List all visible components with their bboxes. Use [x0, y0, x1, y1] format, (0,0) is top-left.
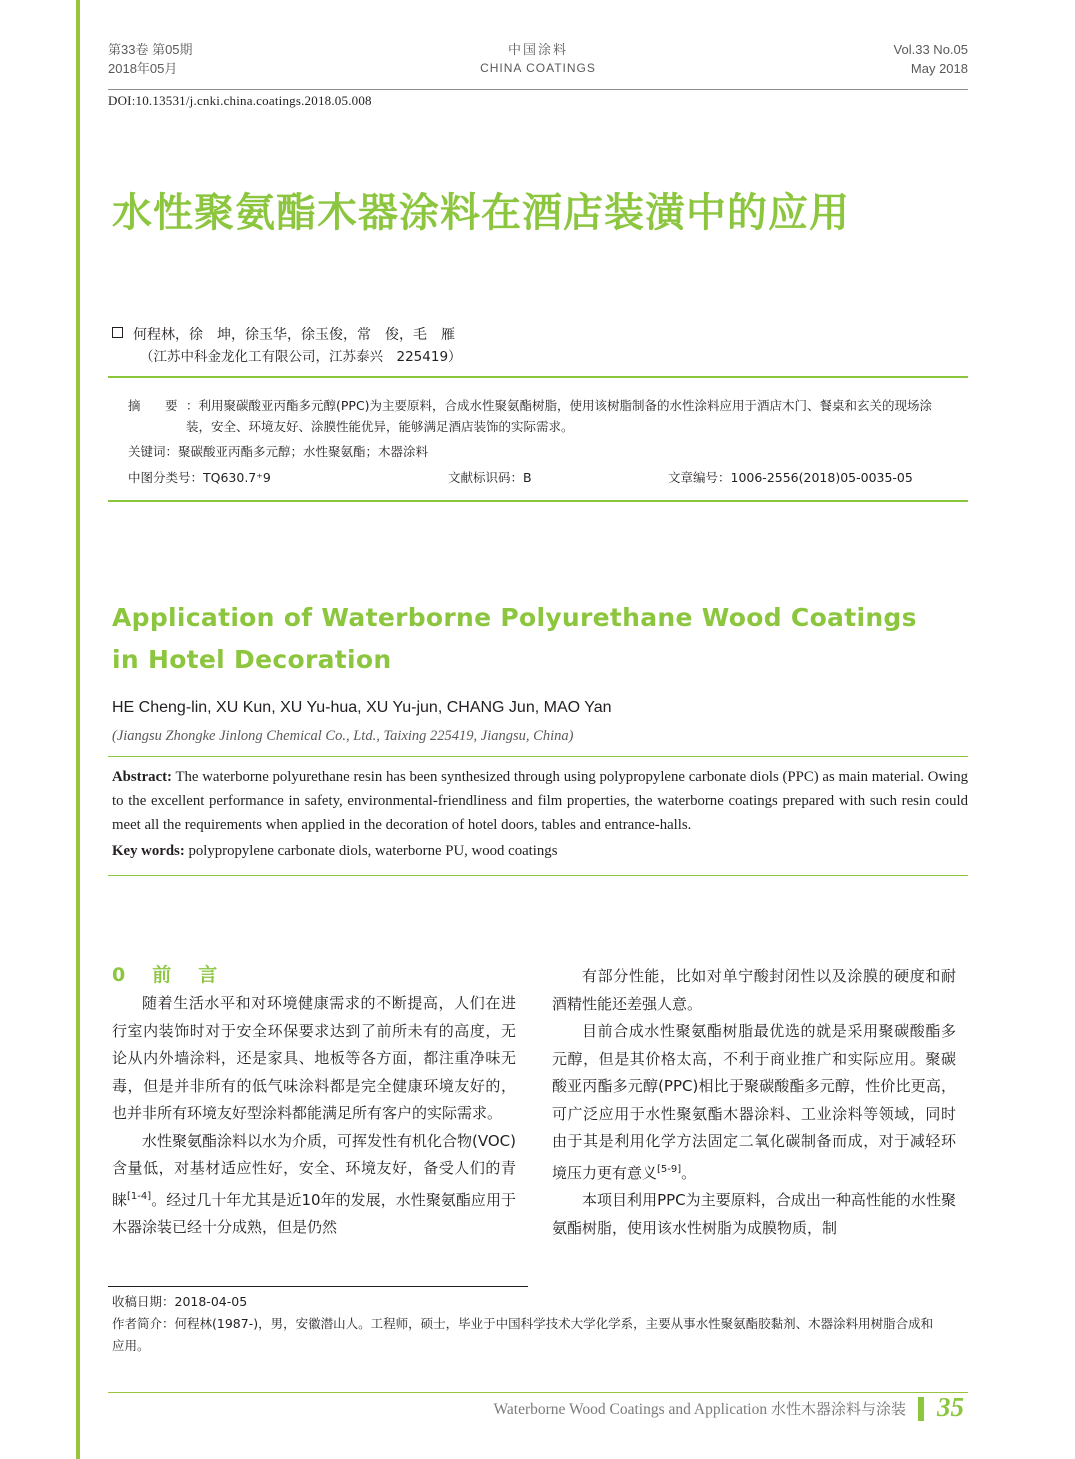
citation-ref: [1-4] — [127, 1190, 152, 1202]
header-volume-issue: 第33卷 第05期 — [108, 42, 193, 57]
footer-running-title-cn: 水性木器涂料与涂装 — [770, 1400, 906, 1418]
page-footer — [108, 1392, 968, 1432]
left-margin-rule — [76, 0, 80, 1459]
paragraph-part: 。经过几十年尤其是近10年的发展，水性聚氨酯应用于木器涂装已经十分成熟，但是仍然 — [112, 1190, 516, 1236]
abstract-cn-label: 摘 要 — [128, 398, 184, 413]
section-heading-intro: 0 前 言 — [112, 964, 222, 986]
doi-text: DOI:10.13531/j.cnki.china.coatings.2018.05.008 — [108, 93, 372, 108]
header-date-en: May 2018 — [910, 61, 968, 76]
journal-title-cn: 中国涂料 — [507, 42, 568, 57]
body-column-right — [552, 963, 956, 1242]
paragraph-part: 目前合成水性聚氨酯树脂最优选的就是采用聚碳酸酯多元醇，但是其价格太高，不利于商业推广和实际应用。聚碳酸亚丙酯多元醇(PPC)相比于聚碳酸酯多元醇，性价比更高，可广泛应用于水性聚氨酯木器涂料、工业涂料等领域，同时由于其是利用化学方法固定二氧化碳制备而成，对于减轻环境压力更有意义 — [552, 1022, 956, 1182]
body-column-left — [112, 990, 516, 1242]
abstract-en-bottom-rule — [108, 875, 968, 876]
footer-running-title — [494, 1398, 906, 1419]
paragraph: 随着生活水平和对环境健康需求的不断提高，人们在进行室内装饰时对于安全环保要求达到了前所未有的高度，无论从内外墙涂料，还是家具、地板等各方面，都注重净味无毒，但是并非所有的低气味涂料都是完全健康环境友好的，也并非所有环境友好型涂料都能满足所有客户的实际需求。 — [112, 994, 516, 1122]
author-bio: 作者简介：何程林(1987-)，男，安徽潜山人。工程师，硕士，毕业于中国科学技术大学化学系，主要从事水性聚氨酯胶黏剂、木器涂料用树脂合成和应用。 — [112, 1316, 934, 1353]
authors-en: HE Cheng-lin, XU Kun, XU Yu-hua, XU Yu-jun, CHANG Jun, MAO Yan — [112, 699, 612, 716]
paragraph-part: 水性聚氨酯涂料以水为介质，可挥发性有机化合物(VOC)含量低，对基材适应性好，安全、环境友好，备受人们的青睐 — [112, 1131, 516, 1209]
article-title-en: Application of Waterborne Polyurethane Wood Coatings in Hotel Decoration — [112, 603, 917, 674]
journal-header — [108, 40, 968, 90]
abstract-bottom-rule — [108, 500, 968, 502]
page-number-bar — [918, 1397, 924, 1421]
footer-running-title-en: Waterborne Wood Coatings and Application — [493, 1401, 768, 1418]
abstract-en-text: The waterborne polyurethane resin has been synthesized through using polypropylene carbonate diols (PPC) as main material. Owing to the excellent performance in safety, environmental-friendliness and film properties, the waterborne coatings prepared with such resin could meet all the requirements when applied in the decoration of hotel doors, tables and entrance-halls. — [112, 769, 968, 833]
article-title-cn: 水性聚氨酯木器涂料在酒店装潢中的应用 — [112, 190, 850, 236]
header-volume-en-block — [894, 40, 968, 78]
abstract-top-rule — [108, 376, 968, 378]
paragraph-part: 。 — [681, 1163, 697, 1182]
keywords-cn: 关键词：聚碳酸亚丙酯多元醇；水性聚氨酯；木器涂料 — [128, 444, 429, 459]
abstract-en-label: Abstract: — [112, 769, 172, 785]
journal-title-en: CHINA COATINGS — [480, 61, 596, 75]
citation-ref: [5-9] — [657, 1163, 682, 1175]
footer-rule — [108, 1392, 968, 1393]
bullet-square-icon — [112, 327, 123, 338]
paragraph — [552, 1018, 956, 1187]
header-journal-title-block — [108, 40, 968, 78]
paragraph: 本项目利用PPC为主要原料，合成出一种高性能的水性聚氨酯树脂，使用该水性树脂为成膜物质，制 — [552, 1191, 956, 1237]
affiliation-en: (Jiangsu Zhongke Jinlong Chemical Co., Ltd., Taixing 225419, Jiangsu, China) — [112, 728, 574, 744]
header-date-cn: 2018年05月 — [108, 61, 178, 76]
affiliation-cn: （江苏中科金龙化工有限公司，江苏泰兴 225419） — [140, 349, 462, 365]
keywords-en-text: polypropylene carbonate diols, waterborne PU, wood coatings — [184, 843, 558, 859]
authors-cn-text: 何程林，徐 坤，徐玉华，徐玉俊，常 俊，毛 雁 — [133, 327, 455, 343]
header-divider — [108, 89, 968, 90]
document-code: 文献标识码：B — [448, 470, 532, 485]
abstract-en — [112, 765, 968, 837]
clc-number: 中图分类号：TQ630.7⁺9 — [128, 470, 271, 485]
keywords-en-label: Key words: — [112, 843, 185, 859]
paragraph — [112, 1128, 516, 1242]
abstract-cn — [128, 395, 948, 437]
abstract-en-top-rule — [108, 756, 968, 757]
article-id: 文章编号：1006-2556(2018)05-0035-05 — [668, 470, 913, 485]
header-volume-issue-en: Vol.33 No.05 — [893, 42, 968, 57]
footnote-divider — [108, 1286, 528, 1287]
paragraph: 有部分性能，比如对单宁酸封闭性以及涂膜的硬度和耐酒精性能还差强人意。 — [552, 967, 956, 1013]
abstract-cn-text: ：利用聚碳酸亚丙酯多元醇(PPC)为主要原料，合成水性聚氨酯树脂，使用该树脂制备的水性涂料应用于酒店木门、餐桌和玄关的现场涂装，安全、环境友好、涂膜性能优异，能够满足酒店装饰的实际需求。 — [186, 398, 933, 434]
received-date: 收稿日期：2018-04-05 — [112, 1294, 248, 1309]
footnote-block — [112, 1291, 942, 1357]
keywords-en — [112, 839, 968, 863]
page-number: 35 — [937, 1392, 964, 1422]
